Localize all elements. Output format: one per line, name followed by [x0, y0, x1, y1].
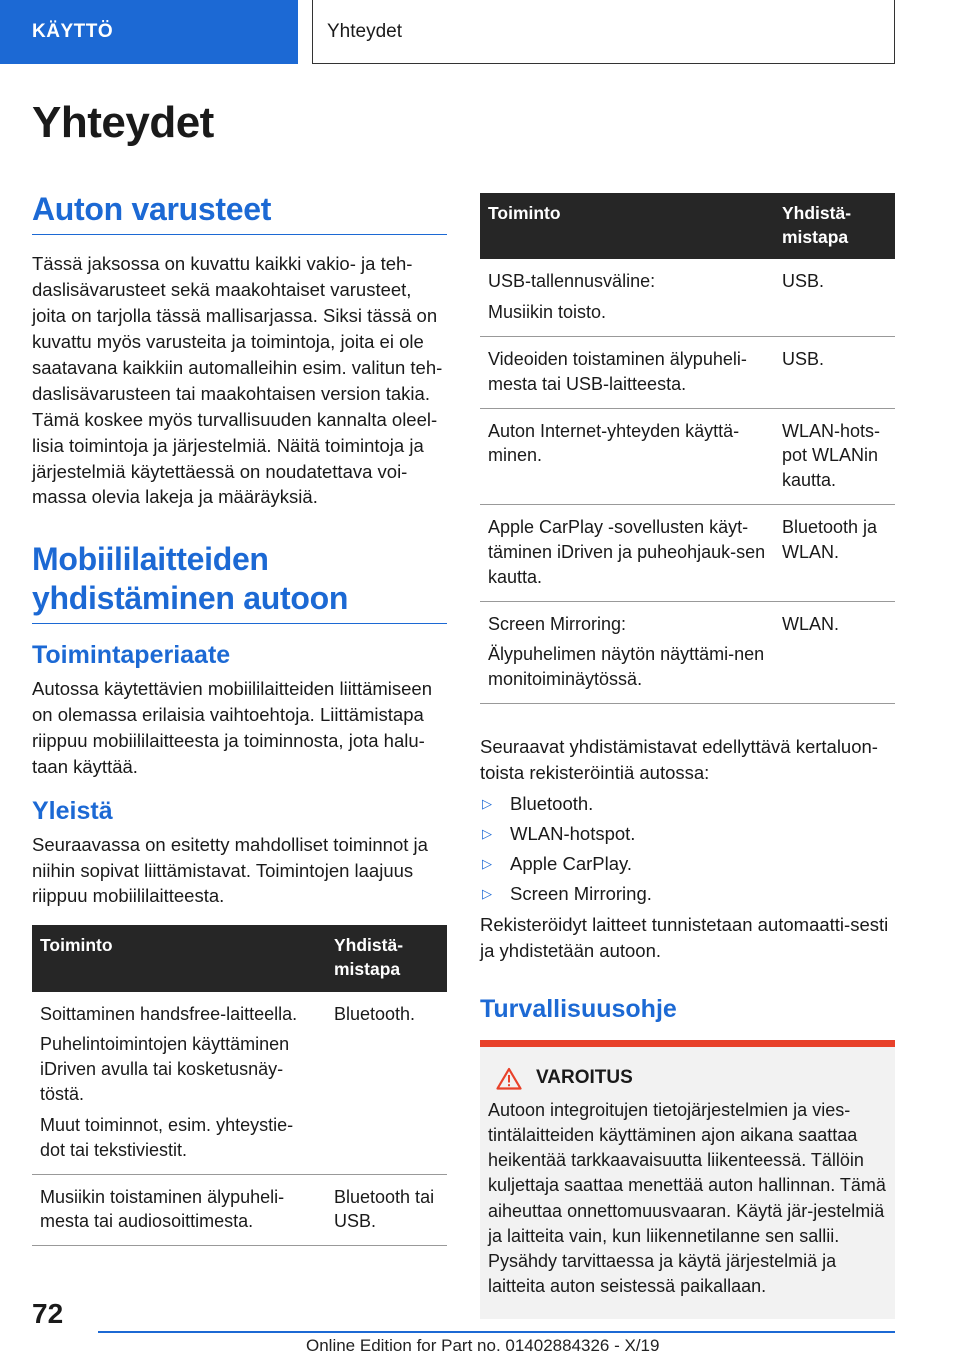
list-item-text: Bluetooth. [510, 792, 594, 814]
connection-table-right [480, 193, 895, 704]
page-title: Yhteydet [32, 98, 214, 147]
table-cell-function [480, 336, 774, 408]
cell-text: Auton Internet-yhteyden käyttä-minen. [488, 420, 740, 466]
table-row [480, 336, 895, 408]
cell-text: Muut toiminnot, esim. yhteystie-dot tai tekstiviestit. [40, 1114, 294, 1160]
cell-text: Puhelintoimintojen käyttäminen iDriven avulla tai kosketusnäy-töstä. [40, 1034, 290, 1105]
table-row [32, 1174, 447, 1246]
triangle-bullet-icon: ▷ [482, 825, 492, 841]
heading-accessories: Auton varusteet [32, 190, 447, 235]
warning-text: Autoon integroitujen tietojärjestelmien ja vies-tintälaitteiden käyttäminen ajon aikana saattaa heikentää tarkkaavaisuutta liikenteessä. Tällöin kuljettaja saattaa menettää auton hallinnan. Tämä aiheuttaa onnettomuusvaaran. Käytä jär-jestelmiä ja laitteita vain, kun liikennetilanne sen sallii. Pysähdy tarvittaessa ja käytä järjestelmiä ja laitteita auton seistessä paikallaan. [488, 1099, 886, 1297]
cell-text: Musiikin toisto. [488, 302, 607, 323]
page-number: 72 [32, 1298, 64, 1329]
cell-text: Musiikin toistaminen älypuheli-mesta tai audiosoittimesta. [40, 1186, 285, 1232]
paragraph-principle: Autossa käytettävien mobiililaitteiden liittämiseen on olemassa erilaisia vaihtoehtoja. Liittämistapa riippuu mobiililaitteesta ja toiminnosta, jota halu-taan käyttää. [32, 678, 433, 777]
cell-text: Älypuhelimen näytön näyttämi-nen monitoiminäytössä. [488, 644, 765, 690]
connection-table-left [32, 925, 447, 1246]
warning-box [480, 1040, 895, 1320]
cell-text: Videoiden toistaminen älypuheli-mesta tai USB-laitteesta. [488, 348, 747, 394]
list-item [480, 852, 895, 876]
paragraph-auto-detect: Rekisteröidyt laitteet tunnistetaan automaatti-sesti ja yhdistetään autoon. [480, 914, 889, 961]
warning-title: VAROITUS [536, 1067, 633, 1089]
table-cell-function [480, 259, 774, 336]
table-cell-function [32, 992, 326, 1174]
cell-text: USB-tallennusväline: [488, 271, 656, 292]
table-cell-function [32, 1174, 326, 1246]
table-row [480, 505, 895, 601]
table-row [32, 992, 447, 1174]
table-cell-method: Bluetooth ja WLAN. [774, 505, 895, 601]
triangle-bullet-icon: ▷ [482, 855, 492, 871]
section-tab: KÄYTTÖ [0, 0, 298, 64]
paragraph-general: Seuraavassa on esitetty mahdolliset toiminnot ja niihin sopivat liittämistavat. Toimintojen laajuus riippuu mobiililaitteesta. [32, 833, 428, 907]
cell-text: Screen Mirroring: [488, 613, 627, 634]
list-item-text: Screen Mirroring. [510, 882, 652, 904]
table-cell-method: WLAN. [774, 601, 895, 703]
list-item [480, 792, 895, 816]
table-cell-method: Bluetooth. [326, 992, 447, 1174]
paragraph-accessories: Tässä jaksossa on kuvattu kaikki vakio- ja teh-daslisävarusteet sekä maakohtaiset varusteet, joita on tarjolla tässä mallisarjassa. Siksi tässä on kuvattu myös varusteita ja toimintoja, joita ei ole saatavana kaikkiin automalleihin esim. valitun teh-daslisävarusteen tai maakohtaisen version takia. Tämä koskee myös turvallisuuden kannalta oleel-lisia toimintoja ja järjestelmiä. Näitä toimintoja ja järjestelmiä käytettäessä on noudatettava voi-massa olevia lakeja ja määräyksiä. [32, 253, 443, 508]
table-row [480, 408, 895, 504]
left-column [32, 190, 447, 1246]
table-header-method: Yhdistä-mistapa [774, 193, 895, 259]
heading-principle: Toimintaperiaate [32, 641, 231, 670]
paragraph-registration: Seuraavat yhdistämistavat edellyttävä kertaluon-toista rekisteröintiä autossa: [480, 736, 878, 783]
registration-list [480, 792, 895, 906]
table-row [480, 601, 895, 703]
table-header-row [32, 925, 447, 991]
table-cell-function [480, 601, 774, 703]
table-header-row [480, 193, 895, 259]
heading-connect-mobile: Mobiililaitteiden yhdistäminen autoon [32, 540, 447, 624]
table-header-function: Toiminto [32, 925, 326, 991]
warning-triangle-icon [496, 1067, 522, 1090]
table-header-function: Toiminto [480, 193, 774, 259]
table-cell-function [480, 408, 774, 504]
list-item-text: Apple CarPlay. [510, 852, 633, 874]
table-header-method: Yhdistä-mistapa [326, 925, 447, 991]
cell-text: Soittaminen handsfree-laitteella. [40, 1003, 298, 1024]
heading-safety: Turvallisuusohje [480, 994, 677, 1023]
footer-divider [98, 1331, 895, 1333]
table-cell-method: USB. [774, 259, 895, 336]
chapter-title: Yhteydet [327, 20, 402, 42]
list-item [480, 822, 895, 846]
table-cell-method: WLAN-hots-pot WLANin kautta. [774, 408, 895, 504]
table-row [480, 259, 895, 336]
heading-general: Yleistä [32, 796, 113, 825]
triangle-bullet-icon: ▷ [482, 795, 492, 811]
footer-edition: Online Edition for Part no. 01402884326 - X/19 [306, 1336, 660, 1355]
list-item [480, 882, 895, 906]
chapter-header [312, 0, 895, 64]
triangle-bullet-icon: ▷ [482, 885, 492, 901]
table-cell-method: Bluetooth tai USB. [326, 1174, 447, 1246]
table-cell-function [480, 505, 774, 601]
table-cell-method: USB. [774, 336, 895, 408]
right-column [480, 193, 895, 1319]
list-item-text: WLAN-hotspot. [510, 822, 636, 844]
cell-text: Apple CarPlay -sovellusten käyt-täminen iDriven ja puheohjauk-sen kautta. [488, 517, 766, 587]
warning-title-row [488, 1067, 887, 1090]
